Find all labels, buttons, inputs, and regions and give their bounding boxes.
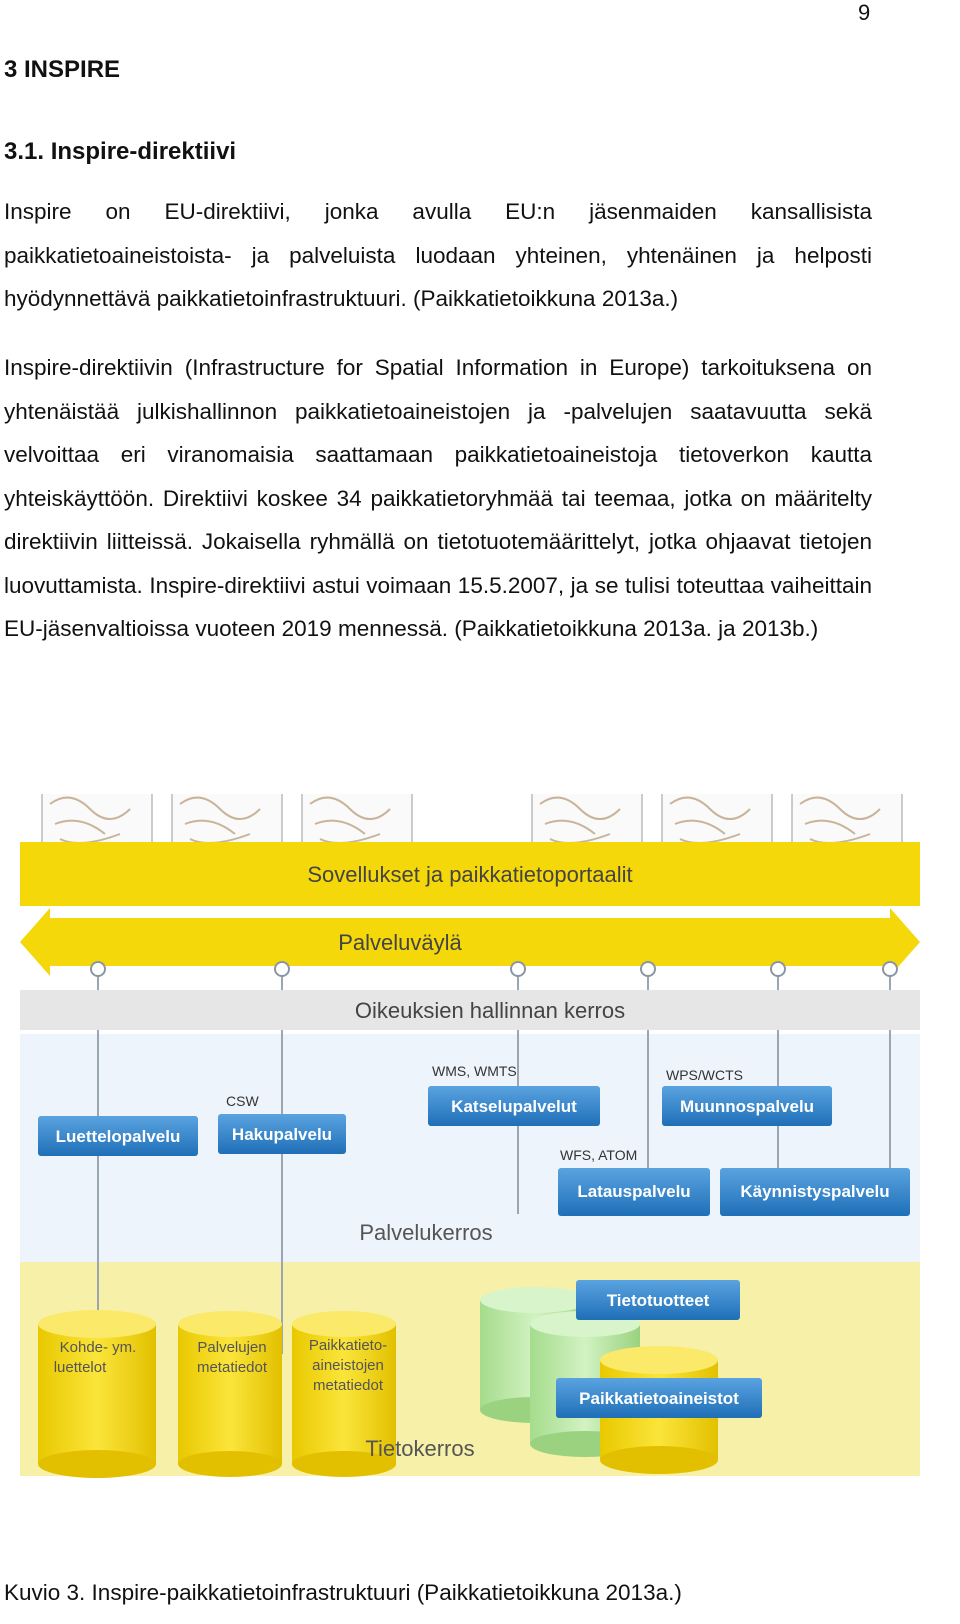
figure-label: Käynnistyspalvelu (740, 1182, 890, 1201)
figure-label: aineistojen (312, 1357, 384, 1374)
figure-label: metatiedot (312, 1377, 384, 1394)
paragraph-purpose: Inspire-direktiivin (Infrastructure for Spatial Information in Europe) tarkoituksena on yhtenäistää julkishallinnon paikkatietoaineistojen ja -palvelujen saatavuutta sekä velvoittaa eri viranomaisia saattamaan paikkatietoaineistoja tietoverkon kautta yhteiskäyttöön. Direktiivi koskee 34 paikkatietoryhmää tai teemaa, jotka on määritelty direktiivin liitteissä. Jokaisella ryhmällä on tietotuotemäärittelyt, jotka ohjaavat tietojen luovuttamista. Inspire-direktiivi astui voimaan 15.5.2007, ja se tulisi toteuttaa vaiheittain EU-jäsenvaltioissa vuoteen 2019 mennessä. (Paikkatietoikkuna 2013a. ja 2013b.) (4, 355, 872, 641)
protocol-label: WPS/WCTS (666, 1067, 743, 1083)
service-bus-label: Palveluväylä (338, 930, 462, 955)
applications-band-label: Sovellukset ja paikkatietoportaalit (307, 862, 633, 887)
figure-label: Paikkatieto- (308, 1337, 388, 1354)
figure-label: Palvelujen (197, 1339, 267, 1356)
protocol-label: WFS, ATOM (560, 1147, 638, 1163)
figure-label: metatiedot (196, 1359, 268, 1376)
database-cylinder (38, 1310, 156, 1478)
figure-label: Paikkatietoaineistot (579, 1389, 739, 1408)
figure-label: luettelot (53, 1359, 107, 1376)
protocol-label: CSW (226, 1093, 259, 1109)
page-number: 9 (858, 0, 871, 25)
figure-caption: Kuvio 3. Inspire-paikkatietoinfrastruktuuri (Paikkatietoikkuna 2013a.) (4, 1580, 682, 1605)
figure-label: Muunnospalvelu (679, 1097, 815, 1116)
section-heading: 3.1. Inspire-direktiivi (4, 138, 237, 165)
figure-label: Luettelopalvelu (55, 1127, 181, 1146)
figure-label: Hakupalvelu (231, 1125, 333, 1144)
inspire-architecture-figure (20, 794, 920, 1508)
figure-label: Latauspalvelu (577, 1182, 691, 1201)
figure-label: Kohde- ym. (59, 1339, 137, 1356)
paragraph-intro: Inspire on EU-direktiivi, jonka avulla EU:n jäsenmaiden kansallisista paikkatietoaineistoista- ja palveluista luodaan yhteinen, yhtenäinen ja helposti hyödynnettävä paikkatietoinfrastruktuuri. (Paikkatietoikkuna 2013a.) (4, 199, 872, 311)
rights-management-label: Oikeuksien hallinnan kerros (354, 998, 626, 1023)
data-layer-label: Tietokerros (365, 1436, 475, 1461)
database-cylinder (178, 1311, 282, 1477)
chapter-heading: 3 INSPIRE (4, 56, 121, 83)
service-layer-label: Palvelukerros (359, 1220, 493, 1245)
figure-label: Tietotuotteet (606, 1291, 710, 1310)
protocol-label: WMS, WMTS (432, 1063, 517, 1079)
figure-label: Katselupalvelut (451, 1097, 577, 1116)
